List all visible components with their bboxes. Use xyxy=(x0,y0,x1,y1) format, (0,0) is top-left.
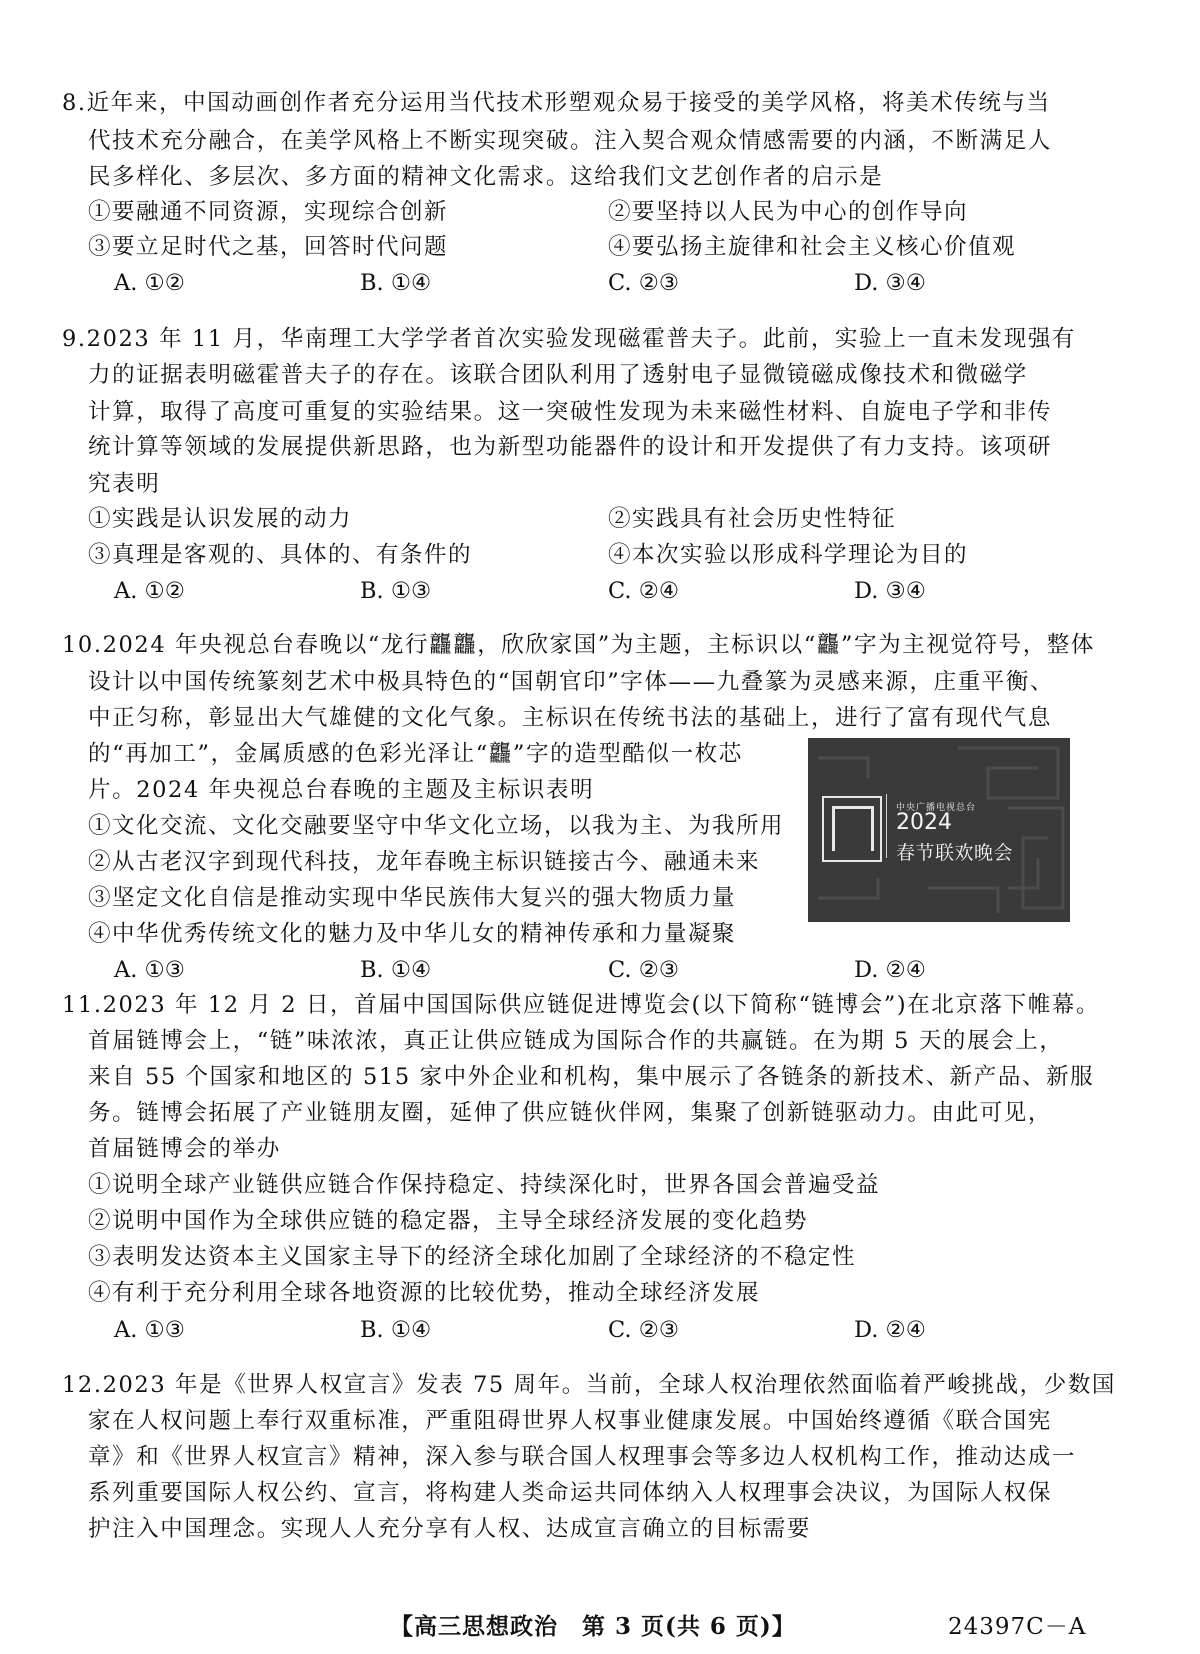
statement-option: ③坚定文化自信是推动实现中华民族伟大复兴的强大物质力量 xyxy=(88,885,737,911)
statement-option: ④有利于充分利用全球各地资源的比较优势，推动全球经济发展 xyxy=(88,1280,761,1306)
question-text-line: 统计算等领域的发展提供新思路，也为新型功能器件的设计和开发提供了有力支持。该项研 xyxy=(88,434,1053,460)
answer-choice-a: A. ①② xyxy=(114,578,185,604)
answer-choice-c: C. ②③ xyxy=(608,1317,680,1343)
answer-choice-d: D. ③④ xyxy=(854,270,926,296)
answer-choice-b: B. ①③ xyxy=(360,578,432,604)
statement-option: ①要融通不同资源，实现综合创新 xyxy=(88,199,449,225)
answer-choice-c: C. ②④ xyxy=(608,578,680,604)
question-text-line: 设计以中国传统篆刻艺术中极具特色的“国朝官印”字体——九叠篆为灵感来源，庄重平衡、 xyxy=(88,669,1055,695)
question-text-line: 10.2024 年央视总台春晚以“龙行龘龘，欣欣家国”为主题，主标识以“龘”字为主视觉符号，整体 xyxy=(62,632,1096,658)
answer-choice-d: D. ③④ xyxy=(854,578,926,604)
question-text-line: 系列重要国际人权公约、宣言，将构建人类命运共同体纳入人权理事会决议，为国际人权保 xyxy=(88,1480,1053,1506)
statement-option: ③要立足时代之基，回答时代问题 xyxy=(88,234,449,260)
answer-choice-c: C. ②③ xyxy=(608,270,680,296)
statement-option: ④中华优秀传统文化的魅力及中华儿女的精神传承和力量凝聚 xyxy=(88,921,737,947)
answer-choice-c: C. ②③ xyxy=(608,957,680,983)
question-text-line: 中正匀称，彰显出大气雄健的文化气象。主标识在传统书法的基础上，进行了富有现代气息 xyxy=(88,705,1053,731)
page-footer-title: 【高三思想政治 第 3 页(共 6 页)】 xyxy=(390,1613,796,1640)
statement-option: ①说明全球产业链供应链合作保持稳定、持续深化时，世界各国会普遍受益 xyxy=(88,1172,881,1198)
gala-title: 春节联欢晚会 xyxy=(896,842,1014,864)
question-text-line: 民多样化、多层次、多方面的精神文化需求。这给我们文艺创作者的启示是 xyxy=(88,164,884,190)
question-text-line: 的“再加工”，金属质感的色彩光泽让“龘”字的造型酷似一枚芯 xyxy=(88,741,743,767)
statement-option: ④本次实验以形成科学理论为目的 xyxy=(608,542,969,568)
year-label: 2024 xyxy=(896,810,952,835)
answer-choice-a: A. ①③ xyxy=(114,1317,185,1343)
statement-option: ④要弘扬主旋律和社会主义核心价值观 xyxy=(608,234,1017,260)
answer-choice-b: B. ①④ xyxy=(360,957,432,983)
statement-option: ②从古老汉字到现代科技，龙年春晚主标识链接古今、融通未来 xyxy=(88,849,761,875)
statement-option: ③表明发达资本主义国家主导下的经济全球化加剧了全球经济的不稳定性 xyxy=(88,1244,857,1270)
question-text-line: 护注入中国理念。实现人人充分享有人权、达成宣言确立的目标需要 xyxy=(88,1516,812,1542)
statement-option: ③真理是客观的、具体的、有条件的 xyxy=(88,542,473,568)
answer-choice-b: B. ①④ xyxy=(360,1317,432,1343)
question-text-line: 究表明 xyxy=(88,471,161,497)
question-text-line: 力的证据表明磁霍普夫子的存在。该联合团队利用了透射电子显微镜磁成像技术和微磁学 xyxy=(88,362,1028,388)
question-text-line: 首届链博会的举办 xyxy=(88,1136,281,1162)
answer-choice-b: B. ①④ xyxy=(360,270,432,296)
answer-choice-a: A. ①② xyxy=(114,270,185,296)
question-text-line: 首届链博会上，“链”味浓浓，真正让供应链成为国际合作的共赢链。在为期 5 天的展会上， xyxy=(88,1028,1064,1054)
answer-choice-d: D. ②④ xyxy=(854,957,926,983)
exam-code: 24397C－A xyxy=(948,1614,1087,1640)
seal-logo-icon xyxy=(822,796,882,862)
question-text-line: 家在人权问题上奉行双重标准，严重阻碍世界人权事业健康发展。中国始终遵循《联合国宪 xyxy=(88,1408,1053,1434)
broadcaster-label: 中央广播电视总台 xyxy=(896,803,977,813)
statement-option: ②实践具有社会历史性特征 xyxy=(608,506,897,532)
gala-logo-image xyxy=(808,738,1070,922)
statement-option: ②要坚持以人民为中心的创作导向 xyxy=(608,199,969,225)
question-text-line: 务。链博会拓展了产业链朋友圈，延伸了供应链伙伴网，集聚了创新链驱动力。由此可见， xyxy=(88,1100,1053,1126)
answer-choice-a: A. ①③ xyxy=(114,957,185,983)
question-text-line: 8.近年来，中国动画创作者充分运用当代技术形塑观众易于接受的美学风格，将美术传统与当 xyxy=(62,90,1051,116)
statement-option: ②说明中国作为全球供应链的稳定器，主导全球经济发展的变化趋势 xyxy=(88,1208,809,1234)
question-text-line: 章》和《世界人权宣言》精神，深入参与联合国人权理事会等多边人权机构工作，推动达成一 xyxy=(88,1444,1077,1470)
statement-option: ①实践是认识发展的动力 xyxy=(88,506,353,532)
question-text-line: 11.2023 年 12 月 2 日，首届中国国际供应链促进博览会(以下简称“链博会”)在北京落下帷幕。 xyxy=(62,992,1101,1018)
question-text-line: 计算，取得了高度可重复的实验结果。这一突破性发现为未来磁性材料、自旋电子学和非传 xyxy=(88,399,1053,425)
question-text-line: 片。2024 年央视总台春晚的主题及主标识表明 xyxy=(88,777,595,803)
divider xyxy=(886,794,887,858)
question-text-line: 12.2023 年是《世界人权宣言》发表 75 周年。当前，全球人权治理依然面临着严峻挑战，少数国 xyxy=(62,1372,1117,1398)
question-text-line: 9.2023 年 11 月，华南理工大学学者首次实验发现磁霍普夫子。此前，实验上一直未发现强有 xyxy=(62,326,1077,352)
statement-option: ①文化交流、文化交融要坚守中华文化立场，以我为主、为我所用 xyxy=(88,813,785,839)
answer-choice-d: D. ②④ xyxy=(854,1317,926,1343)
question-text-line: 来自 55 个国家和地区的 515 家中外企业和机构，集中展示了各链条的新技术、新产品、新服 xyxy=(88,1064,1095,1090)
question-text-line: 代技术充分融合，在美学风格上不断实现突破。注入契合观众情感需要的内涵，不断满足人 xyxy=(88,128,1053,154)
